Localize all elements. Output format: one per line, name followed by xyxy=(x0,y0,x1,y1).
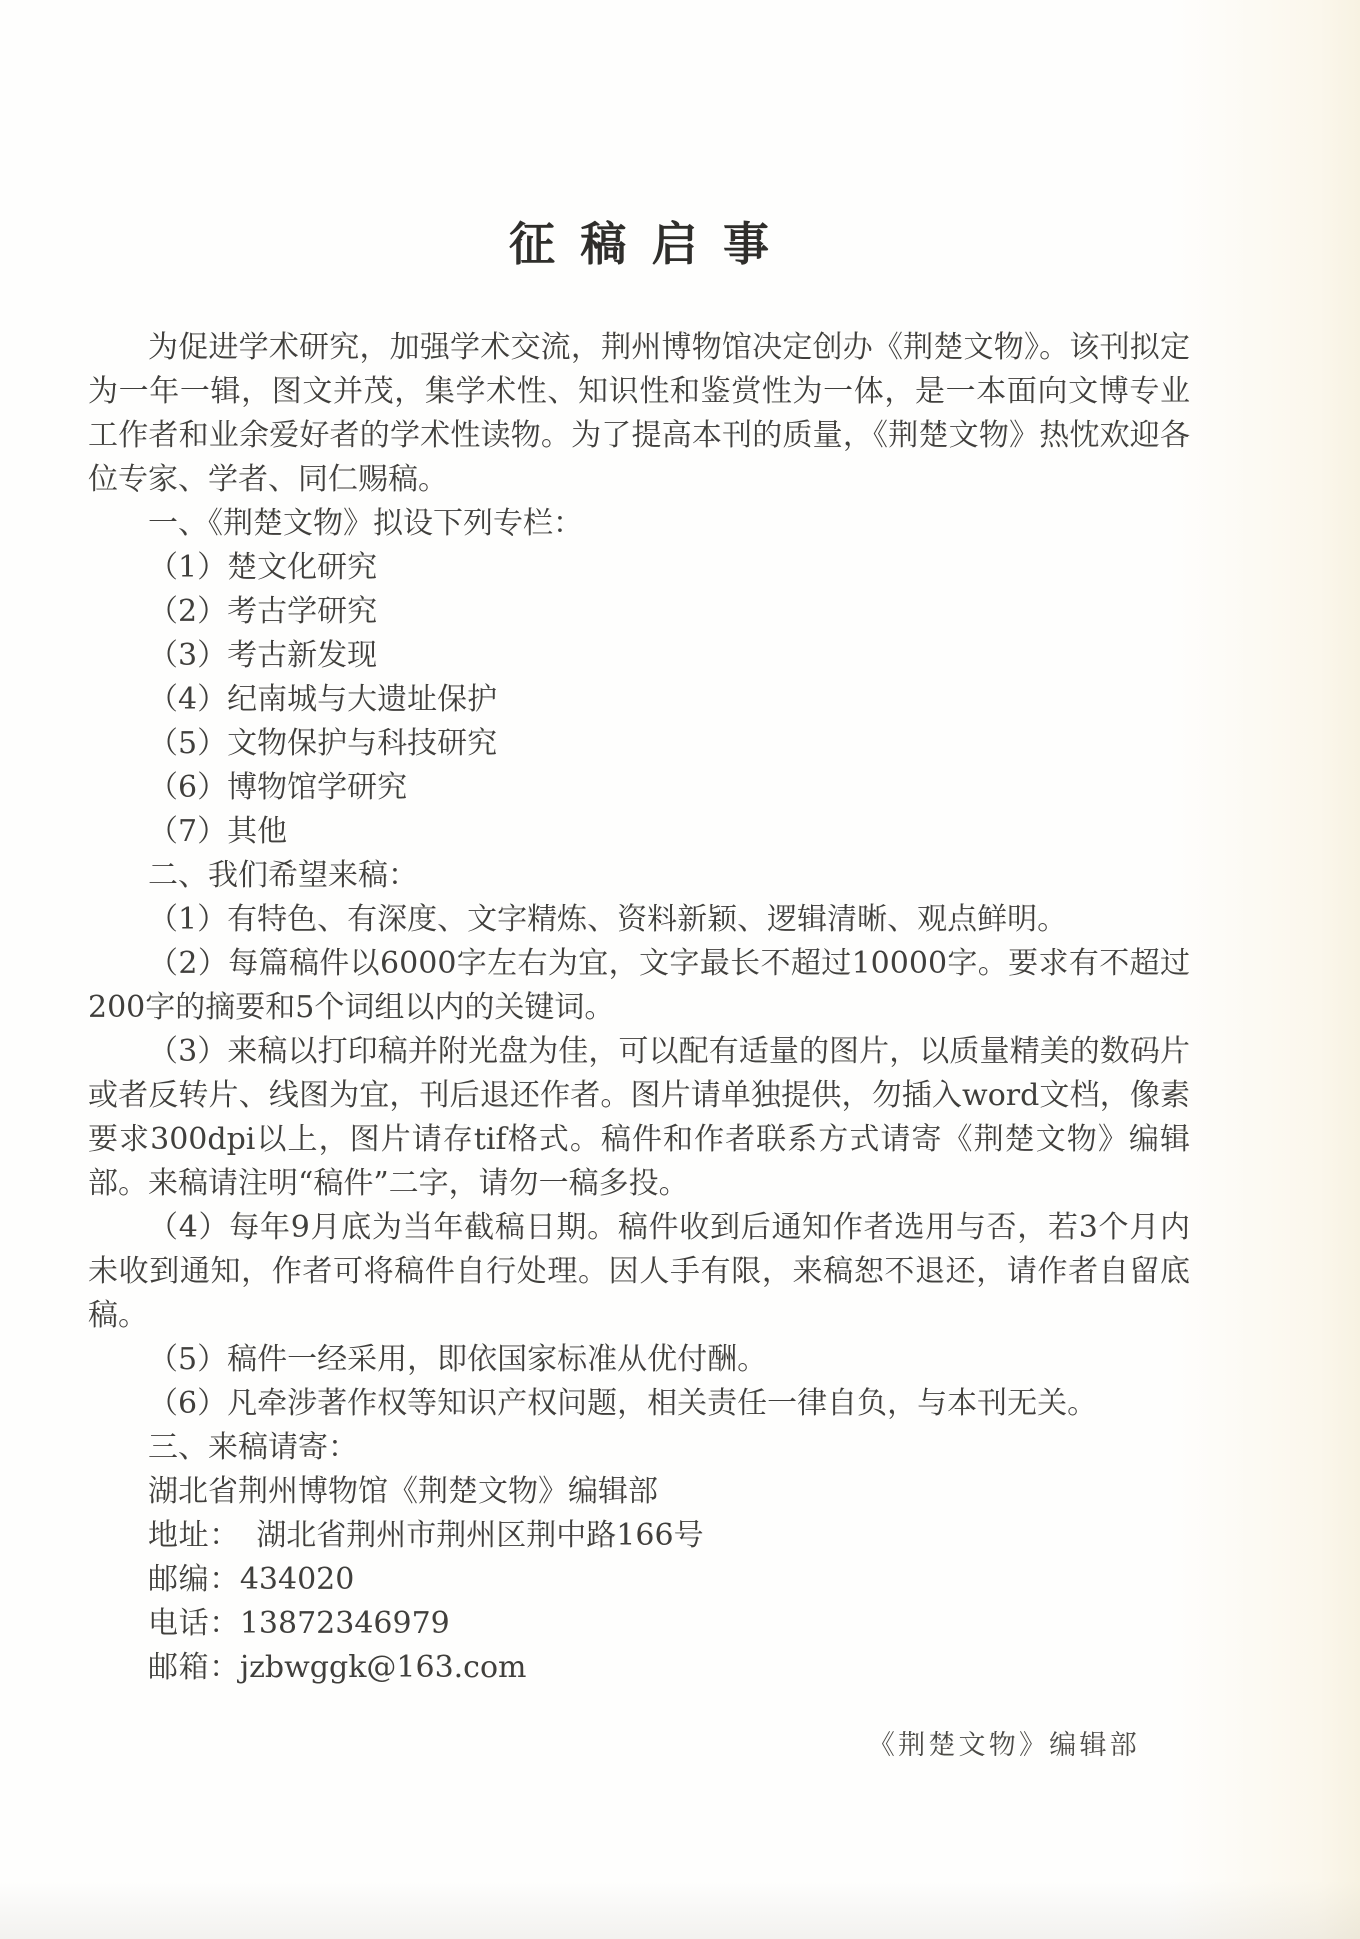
address-line xyxy=(88,1514,1190,1558)
email-value: jzbwggk@163.com xyxy=(239,1650,527,1685)
column-item-7: （7）其他 xyxy=(148,814,288,849)
postcode-value: 434020 xyxy=(239,1562,355,1597)
notice-content xyxy=(88,208,1190,1764)
address-label: 地址： xyxy=(148,1518,240,1553)
postcode-label: 邮编： xyxy=(148,1562,240,1597)
postcode-line xyxy=(88,1558,1190,1602)
column-item-5: （5）文物保护与科技研究 xyxy=(148,726,498,761)
requirements-section-heading: 二、我们希望来稿： xyxy=(148,858,418,893)
column-item-1: （1）楚文化研究 xyxy=(148,550,378,585)
recipient-line: 湖北省荆州博物馆《荆楚文物》编辑部 xyxy=(148,1474,658,1509)
requirement-item-5: （5）稿件一经采用，即依国家标准从优付酬。 xyxy=(148,1342,768,1377)
column-item-6: （6）博物馆学研究 xyxy=(148,770,408,805)
phone-line xyxy=(88,1602,1190,1646)
intro-paragraph: 为促进学术研究，加强学术交流，荆州博物馆决定创办《荆楚文物》。该刊拟定为一年一辑，图文并茂，集学术性、知识性和鉴赏性为一体，是一本面向文博专业工作者和业余爱好者的学术性读物。为了提高本刊的质量，《荆楚文物》热忱欢迎各位专家、学者、同仁赐稿。 xyxy=(88,330,1190,497)
phone-label: 电话： xyxy=(148,1606,240,1641)
requirement-item-3: （3）来稿以打印稿并附光盘为佳，可以配有适量的图片，以质量精美的数码片或者反转片、线图为宜，刊后退还作者。图片请单独提供，勿插入word文档，像素要求300dpi以上，图片请存tif格式。稿件和作者联系方式请寄《荆楚文物》编辑部。来稿请注明“稿件”二字，请勿一稿多投。 xyxy=(88,1034,1190,1201)
columns-section-heading: 一、《荆楚文物》拟设下列专栏： xyxy=(148,506,583,541)
requirement-item-1: （1）有特色、有深度、文字精炼、资料新颖、逻辑清晰、观点鲜明。 xyxy=(148,902,1068,937)
requirement-item-2: （2）每篇稿件以6000字左右为宜，文字最长不超过10000字。要求有不超过200字的摘要和5个词组以内的关键词。 xyxy=(88,946,1190,1025)
email-label: 邮箱： xyxy=(148,1650,240,1685)
requirement-item-6: （6）凡牵涉著作权等知识产权问题，相关责任一律自负，与本刊无关。 xyxy=(148,1386,1098,1421)
address-value: 湖北省荆州市荆州区荆中路166号 xyxy=(256,1518,704,1553)
email-line xyxy=(88,1646,1190,1690)
column-item-3: （3）考古新发现 xyxy=(148,638,378,673)
phone-value: 13872346979 xyxy=(239,1606,450,1641)
column-item-4: （4）纪南城与大遗址保护 xyxy=(148,682,498,717)
mailing-section-heading: 三、来稿请寄： xyxy=(148,1430,358,1465)
requirement-item-4: （4）每年9月底为当年截稿日期。稿件收到后通知作者选用与否，若3个月内未收到通知，作者可将稿件自行处理。因人手有限，来稿恕不退还，请作者自留底稿。 xyxy=(88,1210,1190,1333)
editorial-signature: 《荆楚文物》编辑部 xyxy=(867,1730,1140,1761)
column-item-2: （2）考古学研究 xyxy=(148,594,378,629)
notice-title: 征稿启事 xyxy=(509,217,795,271)
